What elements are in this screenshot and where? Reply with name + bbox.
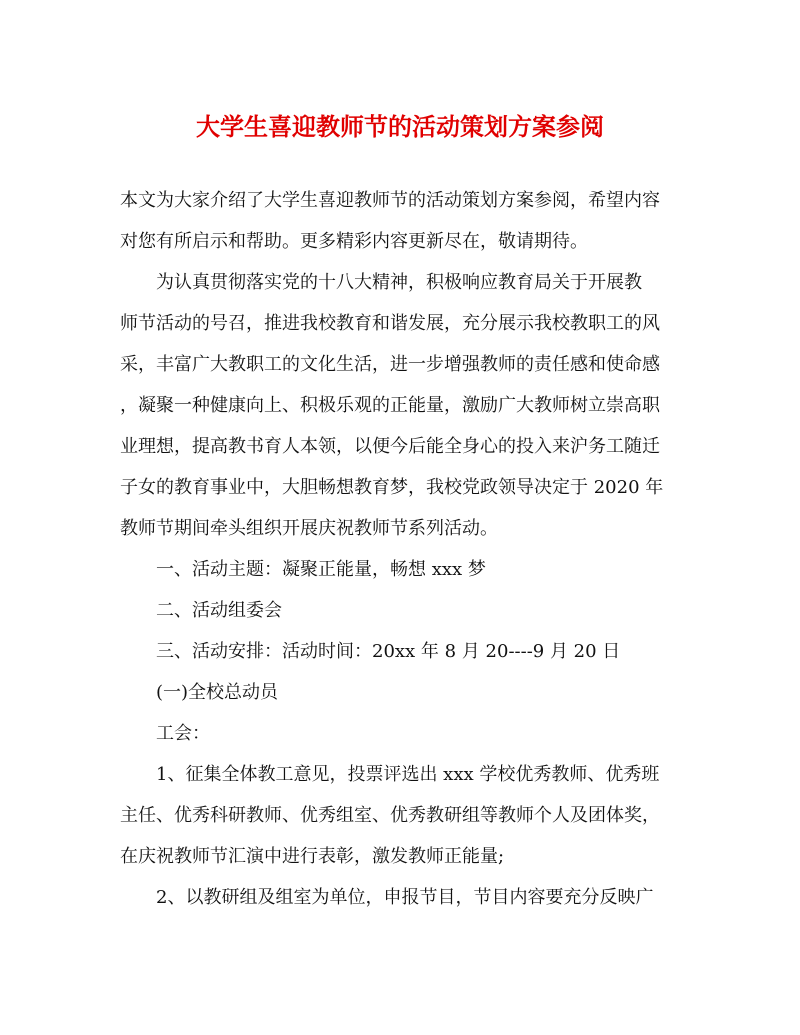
subsection-heading: (一)全校总动员 (156, 682, 279, 703)
body-line: 师节活动的号召，推进我校教育和谐发展，充分展示我校教职工的风 (120, 313, 660, 334)
list-item: 1、征集全体教工意见，投票评选出 xxx 学校优秀教师、优秀班 (156, 764, 660, 785)
body-line: 教师节期间牵头组织开展庆祝教师节系列活动。 (120, 518, 498, 539)
list-item-continuation: 主任、优秀科研教师、优秀组室、优秀教研组等教师个人及团体奖， (120, 805, 660, 826)
subsection-label: 工会： (156, 723, 210, 744)
document-body (120, 180, 680, 918)
body-line: 对您有所启示和帮助。更多精彩内容更新尽在，敬请期待。 (120, 231, 588, 252)
section-heading: 三、活动安排：活动时间：20xx 年 8 月 20----9 月 20 日 (156, 641, 621, 662)
section-heading: 二、活动组委会 (156, 600, 282, 621)
document-title: 大学生喜迎教师节的活动策划方案参阅 (196, 112, 604, 141)
body-line: 子女的教育事业中，大胆畅想教育梦，我校党政领导决定于 2020 年 (120, 477, 664, 498)
list-item: 2、以教研组及组室为单位，申报节目，节目内容要充分反映广 (156, 887, 654, 908)
body-line: ，凝聚一种健康向上、积极乐观的正能量，激励广大教师树立崇高职 (120, 395, 660, 416)
section-heading: 一、活动主题：凝聚正能量，畅想 xxx 梦 (156, 559, 486, 580)
body-line: 业理想，提高教书育人本领，以便今后能全身心的投入来沪务工随迁 (120, 436, 660, 457)
body-line: 本文为大家介绍了大学生喜迎教师节的活动策划方案参阅，希望内容 (120, 190, 660, 211)
list-item-continuation: 在庆祝教师节汇演中进行表彰，激发教师正能量; (120, 846, 505, 867)
body-line: 为认真贯彻落实党的十八大精神，积极响应教育局关于开展教 (156, 272, 642, 293)
body-line: 采，丰富广大教职工的文化生活，进一步增强教师的责任感和使命感 (120, 354, 660, 375)
